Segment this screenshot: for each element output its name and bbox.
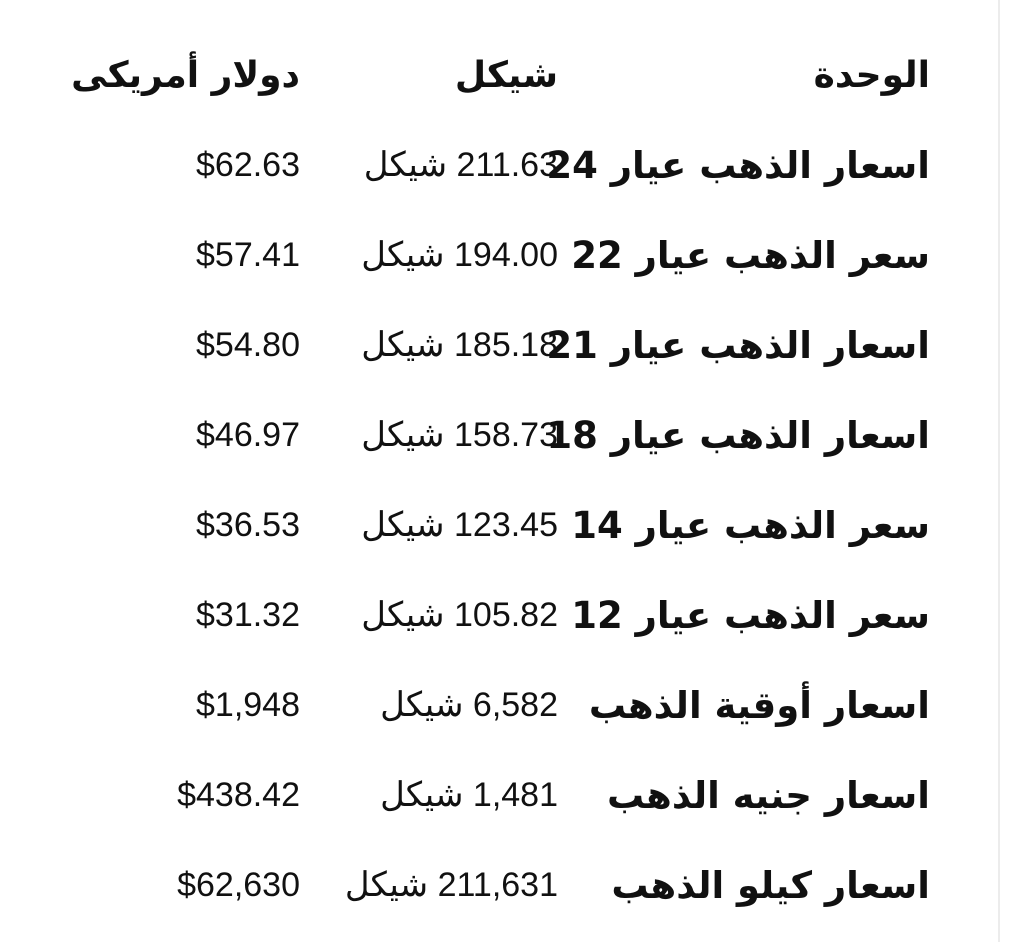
- ils-price-cell: [310, 210, 570, 300]
- page-border: [998, 0, 1000, 942]
- table-row: [100, 840, 938, 930]
- usd-price: $1,948: [196, 685, 300, 724]
- usd-price: $31.32: [196, 595, 300, 634]
- unit-cell: اسعار جنيه الذهب: [607, 773, 930, 817]
- usd-price-cell: [100, 840, 310, 930]
- header-ils: [310, 30, 570, 120]
- table-row: [100, 660, 938, 750]
- ils-price-cell: [310, 390, 570, 480]
- usd-price-cell: [100, 660, 310, 750]
- gold-price-table: [71, 30, 938, 930]
- unit-cell: اسعار الذهب عيار 21: [546, 323, 930, 367]
- ils-price-cell: [310, 120, 570, 210]
- usd-price: $438.42: [177, 775, 300, 814]
- unit-cell: اسعار الذهب عيار 18: [546, 413, 930, 457]
- header-usd-label: دولار أمريكى: [71, 54, 300, 96]
- unit-cell: سعر الذهب عيار 14: [571, 503, 930, 547]
- ils-price: 6,582 شيكل: [380, 686, 558, 724]
- usd-price: $62,630: [177, 865, 300, 904]
- table-row: [100, 300, 938, 390]
- unit-cell: سعر الذهب عيار 22: [571, 233, 930, 277]
- header-usd: [71, 30, 310, 120]
- ils-price: 211.63 شيكل: [363, 146, 558, 184]
- ils-price-cell: [310, 480, 570, 570]
- ils-price-cell: [310, 570, 570, 660]
- table-row: [100, 570, 938, 660]
- ils-price-cell: [310, 300, 570, 390]
- usd-price-cell: [100, 300, 310, 390]
- usd-price: $36.53: [196, 505, 300, 544]
- usd-price: $46.97: [196, 415, 300, 454]
- usd-price: $57.41: [196, 235, 300, 274]
- usd-price-cell: [100, 750, 310, 840]
- usd-price: $62.63: [196, 145, 300, 184]
- unit-cell: اسعار أوقية الذهب: [588, 683, 930, 727]
- table-row: [100, 750, 938, 840]
- unit-cell: اسعار كيلو الذهب: [611, 863, 930, 907]
- ils-price-cell: [310, 840, 570, 930]
- table-row: [100, 210, 938, 300]
- ils-price-cell: [310, 660, 570, 750]
- unit-cell: اسعار الذهب عيار 24: [546, 143, 930, 187]
- usd-price: $54.80: [196, 325, 300, 364]
- header-unit: الوحدة: [813, 54, 930, 96]
- ils-price: 158.73 شيكل: [361, 416, 558, 454]
- usd-price-cell: [100, 480, 310, 570]
- ils-price-cell: [310, 750, 570, 840]
- unit-cell: سعر الذهب عيار 12: [571, 593, 930, 637]
- ils-price: 123.45 شيكل: [361, 506, 558, 544]
- ils-price: 105.82 شيكل: [361, 596, 558, 634]
- table-header-row: [100, 30, 938, 120]
- ils-price: 194.00 شيكل: [361, 236, 558, 274]
- usd-price-cell: [100, 210, 310, 300]
- header-ils-label: شيكل: [454, 54, 558, 96]
- usd-price-cell: [100, 120, 310, 210]
- table-row: [100, 390, 938, 480]
- ils-price: 1,481 شيكل: [380, 776, 558, 814]
- usd-price-cell: [100, 570, 310, 660]
- usd-price-cell: [100, 390, 310, 480]
- ils-price: 211,631 شيكل: [344, 866, 558, 904]
- table-row: [100, 480, 938, 570]
- table-row: [100, 120, 938, 210]
- ils-price: 185.18 شيكل: [361, 326, 558, 364]
